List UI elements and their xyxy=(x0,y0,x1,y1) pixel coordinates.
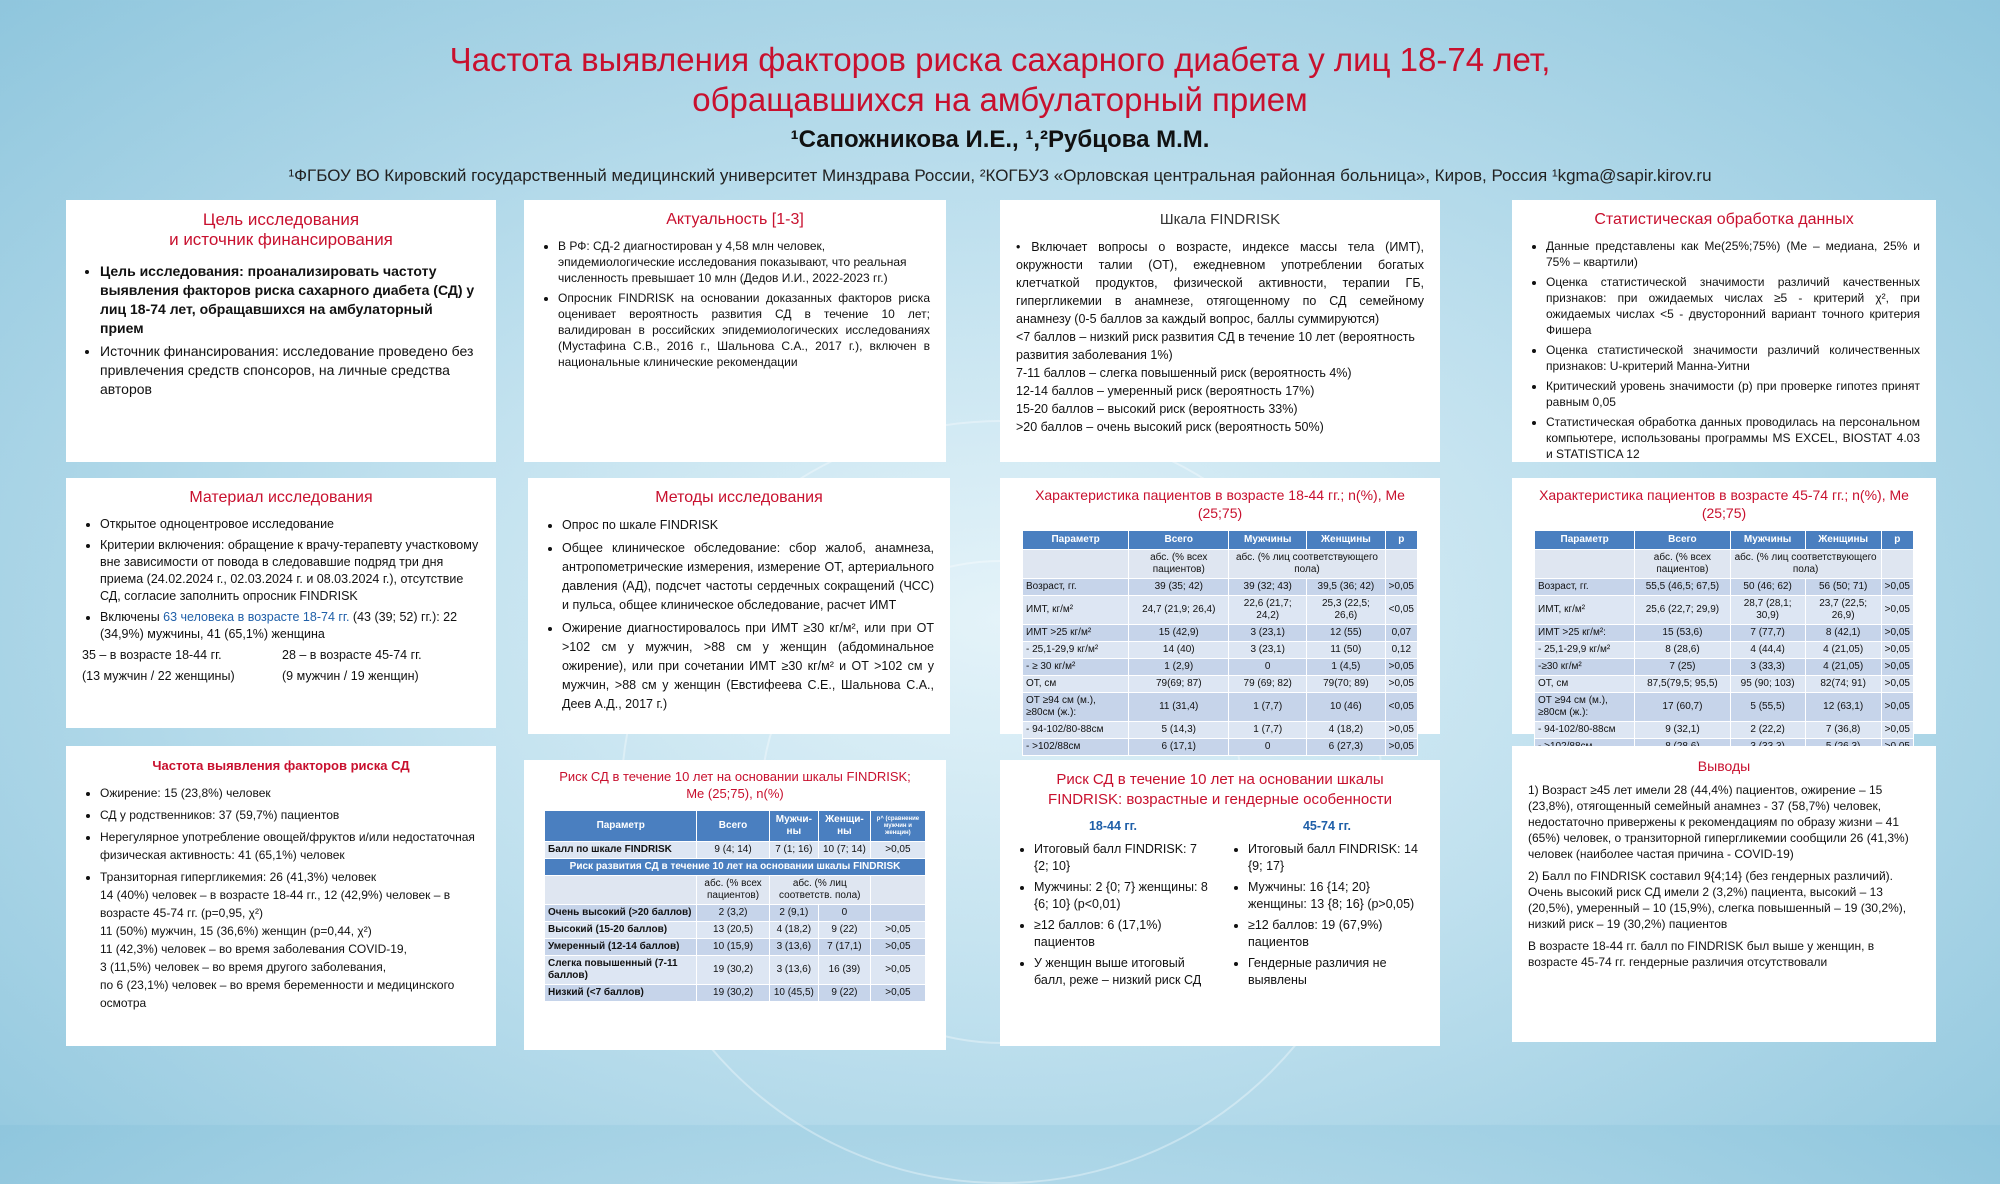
table-cell: >0,05 xyxy=(1385,676,1417,693)
table-cell: 14 (40) xyxy=(1129,642,1229,659)
material-title: Материал исследования xyxy=(189,489,373,506)
table-cell: 39 (32; 43) xyxy=(1229,579,1307,596)
table-row xyxy=(1023,579,1418,596)
table-cell: >0,05 xyxy=(870,922,925,939)
group-label: 35 – в возрасте 18-44 гг. xyxy=(82,648,222,662)
table-cell: - 94-102/80-88см xyxy=(1535,722,1635,739)
table-row xyxy=(1023,676,1418,693)
table-row xyxy=(1023,596,1418,625)
table-cell: 11 (31,4) xyxy=(1129,693,1229,722)
relevance-item: • В РФ: СД-2 диагностирован у 4,58 млн человек, эпидемиологические исследования показывают, что реальная численность превышает 10 млн (Дедов И.И., 2022-2023 гг.) xyxy=(558,238,930,286)
table-cell: 8 (42,1) xyxy=(1805,625,1881,642)
table-cell: >0,05 xyxy=(1881,642,1913,659)
char1844-title: Характеристика пациентов в возрасте 18-44 гг.; n(%), Me (25;75) xyxy=(1035,487,1405,521)
table-cell: 1 (2,9) xyxy=(1129,659,1229,676)
table-cell: 11 (50) xyxy=(1307,642,1386,659)
poster-header xyxy=(0,40,2000,186)
table-cell: 8 (28,6) xyxy=(1635,642,1730,659)
group-label: (9 мужчин / 19 женщин) xyxy=(282,669,419,683)
table-cell: 79(69; 87) xyxy=(1129,676,1229,693)
table-cell: 7 (17,1) xyxy=(818,939,870,956)
agegender-panel xyxy=(1000,760,1440,1046)
table-cell: Слегка повышенный (7-11 баллов) xyxy=(545,956,697,985)
table-cell: 5 (55,5) xyxy=(1730,693,1805,722)
table-cell: 56 (50; 71) xyxy=(1805,579,1881,596)
table-cell: >0,05 xyxy=(1881,676,1913,693)
stats-item: • Критический уровень значимости (p) при проверке гипотез принят равным 0,05 xyxy=(1546,378,1920,410)
table-cell: Низкий (<7 баллов) xyxy=(545,985,697,1002)
goal-panel xyxy=(66,200,496,462)
char4574-panel xyxy=(1512,478,1936,734)
table-row xyxy=(545,905,926,922)
group-label: 28 – в возрасте 45-74 гг. xyxy=(282,648,422,662)
table-cell: 19 (30,2) xyxy=(697,985,769,1002)
risk-table: Параметр Всего Мужчи-ны Женщи-ны p^ (сравнение мужчин и женщин) Балл по шкале FINDRISK 9 (4; 14) 7 (1; 16) 10 (7; 14) >0,05 Риск развития СД в течение 10 лет на основании шкалы FINDRISK абс. (% всех пациентов) абс. (% лиц соответств. пола) Очень высокий (>20 баллов) 2 (3,2) 2 (9,1) 0 Высокий (15-20 баллов) 13 (20,5) 4 (18,2) 9 (22) >0,05 Умеренный (12-14 баллов) 10 (15,9) 3 (13,6) 7 (17,1) >0,05 Слегка повышенный (7-11 баллов) 19 (30,2) 3 (13,6) 16 (39) >0,05 Низкий (<7 баллов) 19 (30,2) 10 (45,5) 9 (22) >0,05 xyxy=(544,810,926,1002)
age-group-item: • Мужчины: 16 {14; 20} женщины: 13 {8; 16} (p>0,05) xyxy=(1248,879,1424,913)
table-cell: 7 (77,7) xyxy=(1730,625,1805,642)
char4574-title: Характеристика пациентов в возрасте 45-74 гг.; n(%), Me (25;75) xyxy=(1539,487,1909,521)
stats-item: • Данные представлены как Me(25%;75%) (Me – медиана, 25% и 75% – квартили) xyxy=(1546,238,1920,270)
findrisk-title: Шкала FINDRISK xyxy=(1159,211,1281,228)
table-cell: ОТ, см xyxy=(1023,676,1129,693)
table-cell: 9 (22) xyxy=(818,922,870,939)
table-cell: 1 (7,7) xyxy=(1229,693,1307,722)
table-cell: 95 (90; 103) xyxy=(1730,676,1805,693)
poster-title-line1: Частота выявления факторов риска сахарного диабета у лиц 18-74 лет, xyxy=(449,41,1551,78)
frequency-title: Частота выявления факторов риска СД xyxy=(152,758,410,773)
table-cell: 6 (17,1) xyxy=(1129,739,1229,756)
stats-item: • Оценка статистической значимости различий качественных признаков: при ожидаемых числах ≥5 - критерий χ², при ожидаемых числах <5 - двусторонний вариант точного критерия Фишера xyxy=(1546,274,1920,338)
table-cell: 2 (3,2) xyxy=(697,905,769,922)
table-cell: 24,7 (21,9; 26,4) xyxy=(1129,596,1229,625)
table-cell: 7 (25) xyxy=(1635,659,1730,676)
table-cell: ИМТ >25 кг/м²: xyxy=(1535,625,1635,642)
conclusion-paragraph: 1) Возраст ≥45 лет имели 28 (44,4%) пациентов, ожирение – 15 (23,8%), отягощенный семейный анамнез - 37 (58,7%) человек, недостаточно привержены к рекомендациям по образу жизни – 41 (65%) человек, о транзиторной гипергликемии сообщили 26 (41,3%) человек (наиболее частая причина - COVID-19) xyxy=(1528,783,1909,861)
table-cell: 3 (33,3) xyxy=(1730,659,1805,676)
table-cell: 3 (13,6) xyxy=(769,956,818,985)
findrisk-level: <7 баллов – низкий риск развития СД в течение 10 лет (вероятность развития заболевания 1%) xyxy=(1016,330,1415,362)
table-cell: >0,05 xyxy=(1385,739,1417,756)
affiliation: ¹ФГБОУ ВО Кировский государственный медицинский университет Минздрава России, ²КОГБУЗ «Орловская центральная районная больница», Киров, Россия ¹kgma@sapir.kirov.ru xyxy=(288,166,1712,185)
table-cell: 0 xyxy=(1229,659,1307,676)
frequency-item: • Транзиторная гипергликемия: 26 (41,3%) человек xyxy=(100,868,480,886)
table-cell: 4 (21,05) xyxy=(1805,659,1881,676)
table-cell: 9 (22) xyxy=(818,985,870,1002)
table-cell: >0,05 xyxy=(1881,693,1913,722)
table-cell: ИМТ, кг/м² xyxy=(1023,596,1129,625)
funding-item: • Источник финансирования: исследование проведено без привлечения средств спонсоров, на личные средства авторов xyxy=(100,342,480,399)
relevance-item: • Опросник FINDRISK на основании доказанных факторов риска оценивает вероятность развития СД в течение 10 лет; валидирован в российских эпидемиологических исследованиях (Мустафина С.В., 2016 г., Шальнова С.А., 2017 г.), включен в национальные клинические рекомендации xyxy=(558,290,930,370)
table-cell: 0,12 xyxy=(1385,642,1417,659)
relevance-title: Актуальность [1-3] xyxy=(666,211,804,228)
table-row xyxy=(1023,693,1418,722)
findrisk-panel xyxy=(1000,200,1440,462)
authors: ¹Сапожникова И.Е., ¹,²Рубцова М.М. xyxy=(790,126,1210,153)
age-group-header: 18-44 гг. xyxy=(1088,819,1138,833)
age-group-item: • Итоговый балл FINDRISK: 14 {9; 17} xyxy=(1248,841,1424,875)
table-cell: 3 (13,6) xyxy=(769,939,818,956)
table-cell: 0 xyxy=(1229,739,1307,756)
table-row xyxy=(545,939,926,956)
frequency-item: • Нерегулярное употребление овощей/фруктов и/или недостаточная физическая активность: 41 (65,1%) человек xyxy=(100,828,480,864)
findrisk-level: 7-11 баллов – слегка повышенный риск (вероятность 4%) xyxy=(1016,366,1352,380)
age-group-item: • Мужчины: 2 {0; 7} женщины: 8 {6; 10} (p<0,01) xyxy=(1034,879,1210,913)
table-cell: 3 (23,1) xyxy=(1229,625,1307,642)
table-cell: - 25,1-29,9 кг/м² xyxy=(1023,642,1129,659)
table-cell: Возраст, гг. xyxy=(1535,579,1635,596)
age-group-item: • Гендерные различия не выявлены xyxy=(1248,955,1424,989)
age-group-item: • Итоговый балл FINDRISK: 7 {2; 10} xyxy=(1034,841,1210,875)
table-row xyxy=(545,956,926,985)
risktable-title: Риск СД в течение 10 лет на основании шкалы FINDRISK; Me (25;75), n(%) xyxy=(559,769,911,801)
table-cell: 55,5 (46,5; 67,5) xyxy=(1635,579,1730,596)
frequency-detail: 14 (40%) человек – в возрасте 18-44 гг., 12 (42,9%) человек – в возрасте 45-74 гг. (p=0,95, χ²) xyxy=(100,888,451,920)
frequency-detail: 3 (11,5%) человек – во время другого заболевания, xyxy=(100,960,387,974)
table-cell: >0,05 xyxy=(1385,659,1417,676)
table-cell: >0,05 xyxy=(870,985,925,1002)
frequency-detail: по 6 (23,1%) человек – во время беременности и медицинского осмотра xyxy=(100,978,455,1010)
table-cell: - >102/88см xyxy=(1023,739,1129,756)
table-row xyxy=(1535,625,1914,642)
table-cell: ОТ, см xyxy=(1535,676,1635,693)
table-cell: 12 (63,1) xyxy=(1805,693,1881,722)
agegender-title: Риск СД в течение 10 лет на основании шкалы FINDRISK: возрастные и гендерные особенности xyxy=(1048,771,1392,808)
material-item: • Открытое одноцентровое исследование xyxy=(100,516,480,533)
frequency-panel xyxy=(66,746,496,1046)
table-cell: 2 (9,1) xyxy=(769,905,818,922)
table-row xyxy=(1023,642,1418,659)
table-cell: 9 (32,1) xyxy=(1635,722,1730,739)
table-cell: 28,7 (28,1; 30,9) xyxy=(1730,596,1805,625)
table-cell: <0,05 xyxy=(1385,596,1417,625)
table-row xyxy=(1535,596,1914,625)
table-cell: 17 (60,7) xyxy=(1635,693,1730,722)
methods-title: Методы исследования xyxy=(655,489,823,506)
methods-item: • Общее клиническое обследование: сбор жалоб, анамнеза, антропометрические измерения, измерение ОТ, артериального давления (АД), подсчет частоты сердечных сокращений (ЧСС) и пульса, общее клиническое обследование, расчет ИМТ xyxy=(562,539,934,615)
findrisk-level: >20 баллов – очень высокий риск (вероятность 50%) xyxy=(1016,420,1324,434)
frequency-item: • СД у родственников: 37 (59,7%) пациентов xyxy=(100,806,480,824)
table-cell: 87,5(79,5; 95,5) xyxy=(1635,676,1730,693)
table-cell: 5 (14,3) xyxy=(1129,722,1229,739)
table-cell: 16 (39) xyxy=(818,956,870,985)
table-cell: >0,05 xyxy=(1881,659,1913,676)
table-cell: 79 (69; 82) xyxy=(1229,676,1307,693)
table-cell: 4 (18,2) xyxy=(1307,722,1386,739)
table-cell: - 94-102/80-88см xyxy=(1023,722,1129,739)
table-cell: 79(70; 89) xyxy=(1307,676,1386,693)
table-cell: 6 (27,3) xyxy=(1307,739,1386,756)
goal-title: Цель исследования и источник финансирования xyxy=(169,210,393,249)
table-row xyxy=(1023,659,1418,676)
table-cell: Возраст, гг. xyxy=(1023,579,1129,596)
table-cell: 25,3 (22,5; 26,6) xyxy=(1307,596,1386,625)
table-cell: - 25,1-29,9 кг/м² xyxy=(1535,642,1635,659)
table-cell: 10 (46) xyxy=(1307,693,1386,722)
table-cell: >0,05 xyxy=(1881,596,1913,625)
table-cell: ОТ ≥94 см (м.), ≥80см (ж.): xyxy=(1023,693,1129,722)
table-cell: 4 (21,05) xyxy=(1805,642,1881,659)
table-cell: >0,05 xyxy=(870,939,925,956)
poster-title-line2: обращавшихся на амбулаторный прием xyxy=(692,81,1308,118)
table-cell: >0,05 xyxy=(1385,579,1417,596)
table-cell: ИМТ >25 кг/м² xyxy=(1023,625,1129,642)
table-cell: Очень высокий (>20 баллов) xyxy=(545,905,697,922)
risktable-panel xyxy=(524,760,946,1050)
methods-item: • Опрос по шкале FINDRISK xyxy=(562,516,934,535)
stats-item: • Статистическая обработка данных проводилась на персональном компьютере, использованы программы MS EXCEL, BIOSTAT 4.03 и STATISTICA 12 xyxy=(1546,414,1920,462)
table-cell: 25,6 (22,7; 29,9) xyxy=(1635,596,1730,625)
table-cell: >0,05 xyxy=(1385,722,1417,739)
table-cell: 1 (7,7) xyxy=(1229,722,1307,739)
table-row xyxy=(1535,676,1914,693)
frequency-detail: 11 (42,3%) человек – во время заболевания COVID-19, xyxy=(100,942,407,956)
findrisk-desc: • Включает вопросы о возрасте, индексе массы тела (ИМТ), окружности талии (ОТ), ежедневном употреблении богатых клетчаткой продуктов, физической активности, терапии ГБ, гипергликемии в анамнезе, отягощенному по СД семейному анамнезу (0-5 баллов за каждый вопрос, баллы суммируются) xyxy=(1016,240,1424,326)
age-group-item: • ≥12 баллов: 6 (17,1%) пациентов xyxy=(1034,917,1210,951)
table-cell: 7 (36,8) xyxy=(1805,722,1881,739)
table-cell xyxy=(870,905,925,922)
findrisk-level: 12-14 баллов – умеренный риск (вероятность 17%) xyxy=(1016,384,1315,398)
table-cell: <0,05 xyxy=(1385,693,1417,722)
table-cell: >0,05 xyxy=(870,956,925,985)
methods-panel xyxy=(528,478,950,734)
table-cell: 12 (55) xyxy=(1307,625,1386,642)
methods-item: • Ожирение диагностировалось при ИМТ ≥30 кг/м², или при ОТ >102 см у мужчин, >88 см у женщин (абдоминальное ожирение), или при сочетании ИМТ ≥30 кг/м² и ОТ >102 см у мужчин, >88 см у женщин (Евстифеева С.Е., Шальнова С.А., Деев А.Д., 2017 г.) xyxy=(562,619,934,714)
goal-item: • Цель исследования: проанализировать частоту выявления факторов риска сахарного диабета (СД) у лиц 18-74 лет, обращавшихся на амбулаторный прием xyxy=(100,262,480,338)
table-row xyxy=(1535,693,1914,722)
table-cell: 82(74; 91) xyxy=(1805,676,1881,693)
age-group-item: • У женщин выше итоговый балл, реже – низкий риск СД xyxy=(1034,955,1210,989)
table-row xyxy=(545,922,926,939)
table-cell: 4 (18,2) xyxy=(769,922,818,939)
table-cell: 10 (15,9) xyxy=(697,939,769,956)
age-group-header: 45-74 гг. xyxy=(1302,819,1352,833)
material-panel xyxy=(66,478,496,728)
table-cell: 0,07 xyxy=(1385,625,1417,642)
table-cell: 4 (44,4) xyxy=(1730,642,1805,659)
conclusion-paragraph: В возрасте 18-44 гг. балл по FINDRISK был выше у женщин, в возрасте 45-74 гг. гендерные различия отсутствовали xyxy=(1528,939,1875,969)
char4574-table: Параметр Всего Мужчины Женщины p абс. (% всех пациентов) абс. (% лиц соответствующего пола) Возраст, гг. 55,5 (46,5; 67,5) 50 (46; 62) 56 (50; 71) >0,05 ИМТ, кг/м² 25,6 (22,7; 29,9) 28,7 (28,1; 30,9) 23,7 (22,5; 26,9) >0,05 ИМТ >25 кг/м²: 15 (53,6) 7 (77,7) 8 (42,1) >0,05 - 25,1-29,9 кг/м² 8 (28,6) 4 (44,4) 4 (21,05) >0,05 -≥30 кг/м² 7 (25) 3 (33,3) 4 (21,05) >0,05 ОТ, см 87,5(79,5; 95,5) 95 (90; 103) 82(74; 91) >0,05 ОТ ≥94 см (м.), ≥80см (ж.): 17 (60,7) 5 (55,5) 12 (63,1) >0,05 - 94-102/80-88см 9 (32,1) 2 (22,2) 7 (36,8) >0,05 xyxy=(1534,530,1914,756)
table-cell: Высокий (15-20 баллов) xyxy=(545,922,697,939)
age-group-item: • ≥12 баллов: 19 (67,9%) пациентов xyxy=(1248,917,1424,951)
stats-title: Статистическая обработка данных xyxy=(1594,211,1854,228)
table-cell: 15 (42,9) xyxy=(1129,625,1229,642)
table-cell: 23,7 (22,5; 26,9) xyxy=(1805,596,1881,625)
material-item: • Критерии включения: обращение к врачу-терапевту участковому вне зависимости от повода в следовавшие подряд три дня приема (24.02.2024 г., 02.03.2024 г. и 08.03.2024 г.), отсутствие СД, согласие заполнить опросник FINDRISK xyxy=(100,537,480,605)
table-cell: 50 (46; 62) xyxy=(1730,579,1805,596)
table-row xyxy=(1535,579,1914,596)
table-cell: ОТ ≥94 см (м.), ≥80см (ж.): xyxy=(1535,693,1635,722)
table-row xyxy=(1023,722,1418,739)
conclusions-panel xyxy=(1512,746,1936,1042)
table-cell: 3 (23,1) xyxy=(1229,642,1307,659)
table-cell: >0,05 xyxy=(1881,625,1913,642)
frequency-item: • Ожирение: 15 (23,8%) человек xyxy=(100,784,480,802)
char1844-table: Параметр Всего Мужчины Женщины p абс. (% всех пациентов) абс. (% лиц соответствующего пола) Возраст, гг. 39 (35; 42) 39 (32; 43) 39,5 (36; 42) >0,05 ИМТ, кг/м² 24,7 (21,9; 26,4) 22,6 (21,7; 24,2) 25,3 (22,5; 26,6) <0,05 ИМТ >25 кг/м² 15 (42,9) 3 (23,1) 12 (55) 0,07 - 25,1-29,9 кг/м² 14 (40) 3 (23,1) 11 (50) 0,12 - ≥ 30 кг/м² 1 (2,9) 0 1 (4,5) >0,05 ОТ, см 79(69; 87) 79 (69; 82) 79(70; 89) >0,05 ОТ ≥94 см (м.), ≥80см (ж.): 11 (31,4) 1 (7,7) 10 (46) <0,05 - 94-102/80-88см 5 (14,3) 1 (7,7) 4 (18,2) >0,05 - >102/88см 6 (17,1) 0 6 (27,3) >0,05 xyxy=(1022,530,1418,756)
table-row xyxy=(545,985,926,1002)
findrisk-level: 15-20 баллов – высокий риск (вероятность 33%) xyxy=(1016,402,1298,416)
table-cell: -≥30 кг/м² xyxy=(1535,659,1635,676)
table-row xyxy=(1023,625,1418,642)
table-cell: 0 xyxy=(818,905,870,922)
table-cell: 2 (22,2) xyxy=(1730,722,1805,739)
table-row xyxy=(1023,739,1418,756)
group-label: (13 мужчин / 22 женщины) xyxy=(82,669,235,683)
table-cell: 1 (4,5) xyxy=(1307,659,1386,676)
conclusion-paragraph: 2) Балл по FINDRISK составил 9{4;14} (без гендерных различий). Очень высокий риск СД имели 2 (3,2%) пациента, высокий – 13 (20,5%), умеренный – 10 (15,9%), слегка повышенный – 19 (30,2%), низкий риск – 19 (30,2%) пациентов xyxy=(1528,869,1907,931)
table-cell: 10 (45,5) xyxy=(769,985,818,1002)
stats-item: • Оценка статистической значимости различий количественных признаков: U-критерий Манна-Уитни xyxy=(1546,342,1920,374)
table-cell: >0,05 xyxy=(1881,722,1913,739)
table-cell: 19 (30,2) xyxy=(697,956,769,985)
table-row xyxy=(1535,659,1914,676)
table-cell: - ≥ 30 кг/м² xyxy=(1023,659,1129,676)
table-row xyxy=(1535,642,1914,659)
table-cell: 39,5 (36; 42) xyxy=(1307,579,1386,596)
table-cell: 13 (20,5) xyxy=(697,922,769,939)
table-cell: >0,05 xyxy=(1881,579,1913,596)
table-cell: ИМТ, кг/м² xyxy=(1535,596,1635,625)
table-cell: Умеренный (12-14 баллов) xyxy=(545,939,697,956)
table-row xyxy=(1535,722,1914,739)
conclusions-title: Выводы xyxy=(1697,758,1751,774)
char1844-panel xyxy=(1000,478,1440,752)
stats-panel xyxy=(1512,200,1936,462)
frequency-detail: 11 (50%) мужчин, 15 (36,6%) женщин (p=0,44, χ²) xyxy=(100,924,372,938)
table-cell: 39 (35; 42) xyxy=(1129,579,1229,596)
table-cell: 15 (53,6) xyxy=(1635,625,1730,642)
material-item: • Включены 63 человека в возрасте 18-74 гг. (43 (39; 52) гг.): 22 (34,9%) мужчины, 41 (65,1%) женщина xyxy=(100,609,480,643)
table-cell: 22,6 (21,7; 24,2) xyxy=(1229,596,1307,625)
relevance-panel xyxy=(524,200,946,462)
